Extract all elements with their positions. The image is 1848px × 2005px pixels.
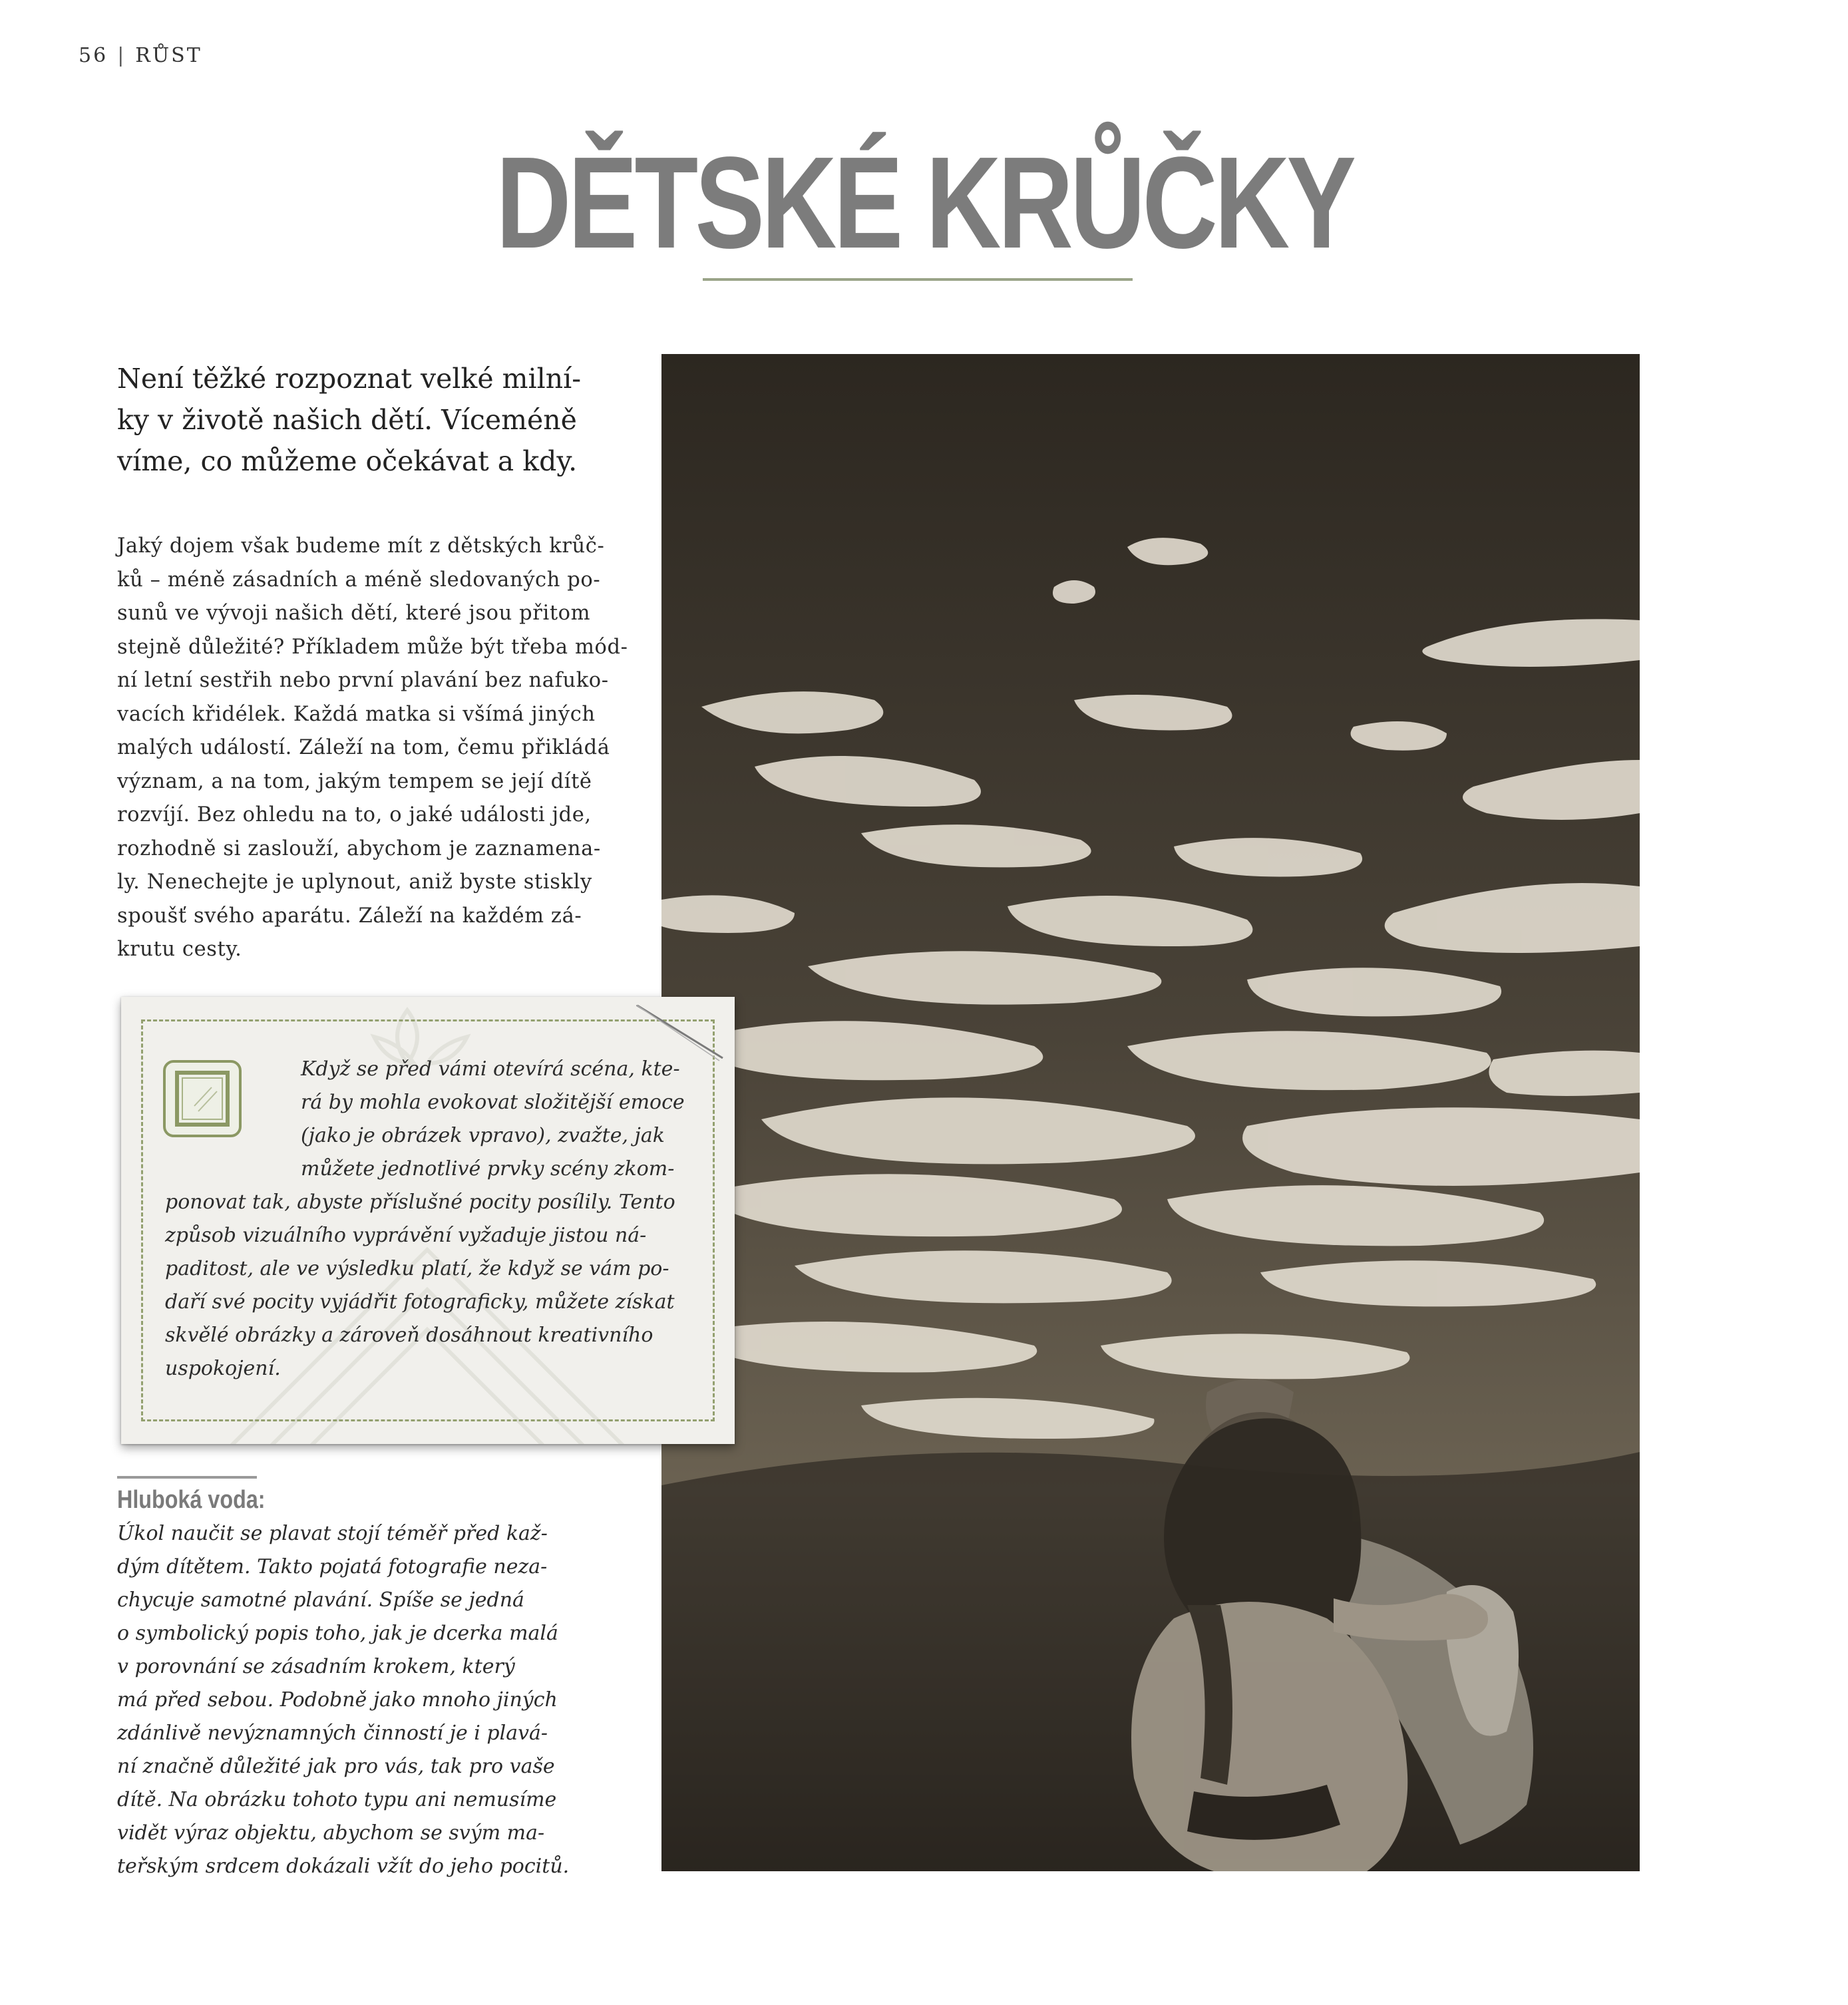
- tip-line: rá by mohla evokovat složitější emoce: [301, 1091, 685, 1114]
- tip-line: (jako je obrázek vpravo), zvažte, jak: [301, 1124, 665, 1147]
- caption-line: Úkol naučit se plavat stojí téměř před kaž-: [117, 1522, 548, 1545]
- body-paragraph: [117, 530, 636, 967]
- caption-title: Hluboká voda:: [117, 1486, 266, 1514]
- tip-line: skvělé obrázky a zároveň dosáhnout kreativního: [165, 1324, 653, 1347]
- body-line: ní letní sestřih nebo první plavání bez nafuko-: [117, 669, 609, 692]
- caption-line: ní značně důležité jak pro vás, tak pro vaše: [117, 1755, 555, 1778]
- body-line: krutu cesty.: [117, 938, 242, 961]
- tip-line: Když se před vámi otevírá scéna, kte-: [301, 1057, 680, 1081]
- pool-photo: [661, 354, 1640, 1871]
- tip-line: daří své pocity vyjádřit fotograficky, můžete získat: [165, 1290, 675, 1314]
- caption-line: chycuje samotné plavání. Spíše se jedná: [117, 1588, 524, 1612]
- body-line: rozvíjí. Bez ohledu na to, o jaké události jde,: [117, 803, 592, 826]
- caption-line: vidět výraz objektu, abychom se svým ma-: [117, 1821, 545, 1845]
- tip-line: způsob vizuálního vyprávění vyžaduje jistou ná-: [165, 1224, 647, 1247]
- lead-line: víme, co můžeme očekávat a kdy.: [117, 445, 578, 477]
- tip-line: uspokojení.: [165, 1357, 281, 1380]
- body-line: význam, a na tom, jakým tempem se její dítě: [117, 769, 592, 793]
- caption-line: má před sebou. Podobně jako mnoho jiných: [117, 1688, 558, 1712]
- page-title: DĚTSKÉ KRŮČKY: [496, 130, 1354, 275]
- caption-line: o symbolický popis toho, jak je dcerka malá: [117, 1622, 558, 1645]
- caption-line: zdánlivě nevýznamných činností je i plavá-: [117, 1722, 548, 1745]
- header-separator: |: [117, 44, 126, 67]
- body-line: malých událostí. Záleží na tom, čemu přikládá: [117, 736, 610, 759]
- body-line: ly. Nenechejte je uplynout, aniž byste stiskly: [117, 870, 592, 894]
- lead-line: Není těžké rozpoznat velké milní-: [117, 363, 582, 395]
- tip-line: paditost, ale ve výsledku platí, že když se vám po-: [165, 1257, 669, 1280]
- lead-line: ky v životě našich dětí. Víceméně: [117, 404, 577, 436]
- body-line: spoušť svého aparátu. Záleží na každém zá-: [117, 904, 582, 928]
- page-number: 56: [79, 44, 108, 67]
- caption-line: dým dítětem. Takto pojatá fotografie neza-: [117, 1555, 548, 1578]
- caption-line: dítě. Na obrázku tohoto typu ani nemusíme: [117, 1788, 557, 1811]
- tip-text: [165, 1053, 731, 1385]
- body-line: vacích křidélek. Každá matka si všímá jiných: [117, 702, 596, 726]
- tip-line: ponovat tak, abyste příslušné pocity posílily. Tento: [165, 1190, 675, 1214]
- lead-paragraph: [117, 358, 636, 482]
- tip-line: můžete jednotlivé prvky scény zkom-: [301, 1157, 675, 1181]
- running-header: [79, 44, 202, 67]
- caption-line: v porovnání se zásadním krokem, který: [117, 1655, 515, 1678]
- body-line: sunů ve vývoji našich dětí, které jsou přitom: [117, 602, 591, 625]
- caption-line: teřským srdcem dokázali vžít do jeho pocitů.: [117, 1855, 570, 1878]
- photo-caption: [117, 1517, 649, 1883]
- title-underline: [703, 278, 1133, 281]
- body-line: ků – méně zásadních a méně sledovaných po-: [117, 568, 601, 592]
- body-line: Jaký dojem však budeme mít z dětských krůč-: [117, 534, 605, 558]
- body-line: rozhodně si zaslouží, abychom je zaznamena-: [117, 836, 601, 860]
- caption-rule: [117, 1476, 257, 1479]
- chapter-name: RŮST: [135, 44, 202, 67]
- body-line: stejně důležité? Příkladem může být třeba mód-: [117, 635, 628, 659]
